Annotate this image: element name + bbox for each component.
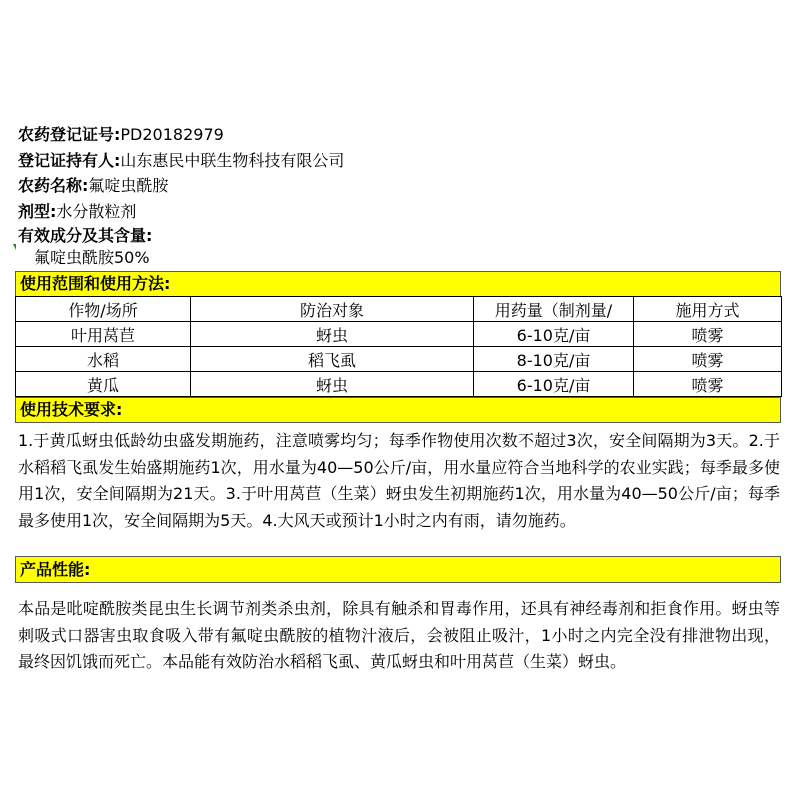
cell-method: 喷雾 bbox=[634, 322, 782, 347]
cell-crop: 叶用莴苣 bbox=[16, 322, 191, 347]
cell-dosage: 8-10克/亩 bbox=[474, 347, 634, 372]
pesticide-name-line bbox=[18, 175, 168, 197]
cell-target: 稻飞虱 bbox=[191, 347, 474, 372]
cell-comment-tick-icon bbox=[13, 244, 16, 250]
ingredient-label: 有效成分及其含量: bbox=[18, 226, 153, 245]
formulation-value: 水分散粒剂 bbox=[56, 202, 137, 221]
ingredient-value: 氟啶虫酰胺50% bbox=[34, 248, 150, 267]
registration-number-label: 农药登记证号: bbox=[18, 125, 121, 144]
registration-number-value: PD20182979 bbox=[120, 125, 224, 144]
usage-table-header-row bbox=[16, 297, 782, 322]
cell-dosage: 6-10克/亩 bbox=[474, 372, 634, 397]
pesticide-name-label: 农药名称: bbox=[18, 176, 89, 195]
table-row bbox=[16, 322, 782, 347]
cell-method: 喷雾 bbox=[634, 372, 782, 397]
formulation-label: 剂型: bbox=[18, 202, 57, 221]
cell-dosage: 6-10克/亩 bbox=[474, 322, 634, 347]
table-row bbox=[16, 347, 782, 372]
registration-holder-line bbox=[18, 150, 344, 172]
cell-crop: 黄瓜 bbox=[16, 372, 191, 397]
product-performance-text: 本品是吡啶酰胺类昆虫生长调节剂类杀虫剂，除具有触杀和胃毒作用，还具有神经毒剂和拒食作用。蚜虫等刺吸式口器害虫取食吸入带有氟啶虫酰胺的植物汁液后，会被阻止吸汁，1小时之内完全没有排泄物出现，最终因饥饿而死亡。本品能有效防治水稻稻飞虱、黄瓜蚜虫和叶用莴苣（生菜）蚜虫。 bbox=[18, 599, 780, 671]
formulation-line bbox=[18, 201, 136, 223]
header-dosage: 用药量（制剂量/ bbox=[474, 297, 634, 322]
pesticide-name-value: 氟啶虫酰胺 bbox=[88, 176, 169, 195]
cell-crop: 水稻 bbox=[16, 347, 191, 372]
performance-section-header: 产品性能: bbox=[15, 556, 781, 583]
usage-table bbox=[15, 296, 782, 397]
ingredient-label-line bbox=[18, 225, 152, 247]
cell-method: 喷雾 bbox=[634, 347, 782, 372]
header-crop: 作物/场所 bbox=[16, 297, 191, 322]
header-method: 施用方式 bbox=[634, 297, 782, 322]
technical-requirements-text: 1.于黄瓜蚜虫低龄幼虫盛发期施药，注意喷雾均匀；每季作物使用次数不超过3次，安全间隔期为3天。2.于水稻稻飞虱发生始盛期施药1次，用水量为40—50公斤/亩，用水量应符合当地科学的农业实践；每季最多使用1次，安全间隔期为21天。3.于叶用莴苣（生菜）蚜虫发生初期施药1次，用水量为40—50公斤/亩；每季最多使用1次，安全间隔期为5天。4.大风天或预计1小时之内有雨，请勿施药。 bbox=[18, 431, 780, 530]
table-row bbox=[16, 372, 782, 397]
cell-target: 蚜虫 bbox=[191, 322, 474, 347]
technical-section-header: 使用技术要求: bbox=[15, 397, 781, 423]
usage-section-header: 使用范围和使用方法: bbox=[15, 271, 781, 297]
registration-number-line bbox=[18, 124, 224, 146]
cell-target: 蚜虫 bbox=[191, 372, 474, 397]
registration-holder-value: 山东惠民中联生物科技有限公司 bbox=[120, 151, 345, 170]
header-target: 防治对象 bbox=[191, 297, 474, 322]
registration-holder-label: 登记证持有人: bbox=[18, 151, 121, 170]
